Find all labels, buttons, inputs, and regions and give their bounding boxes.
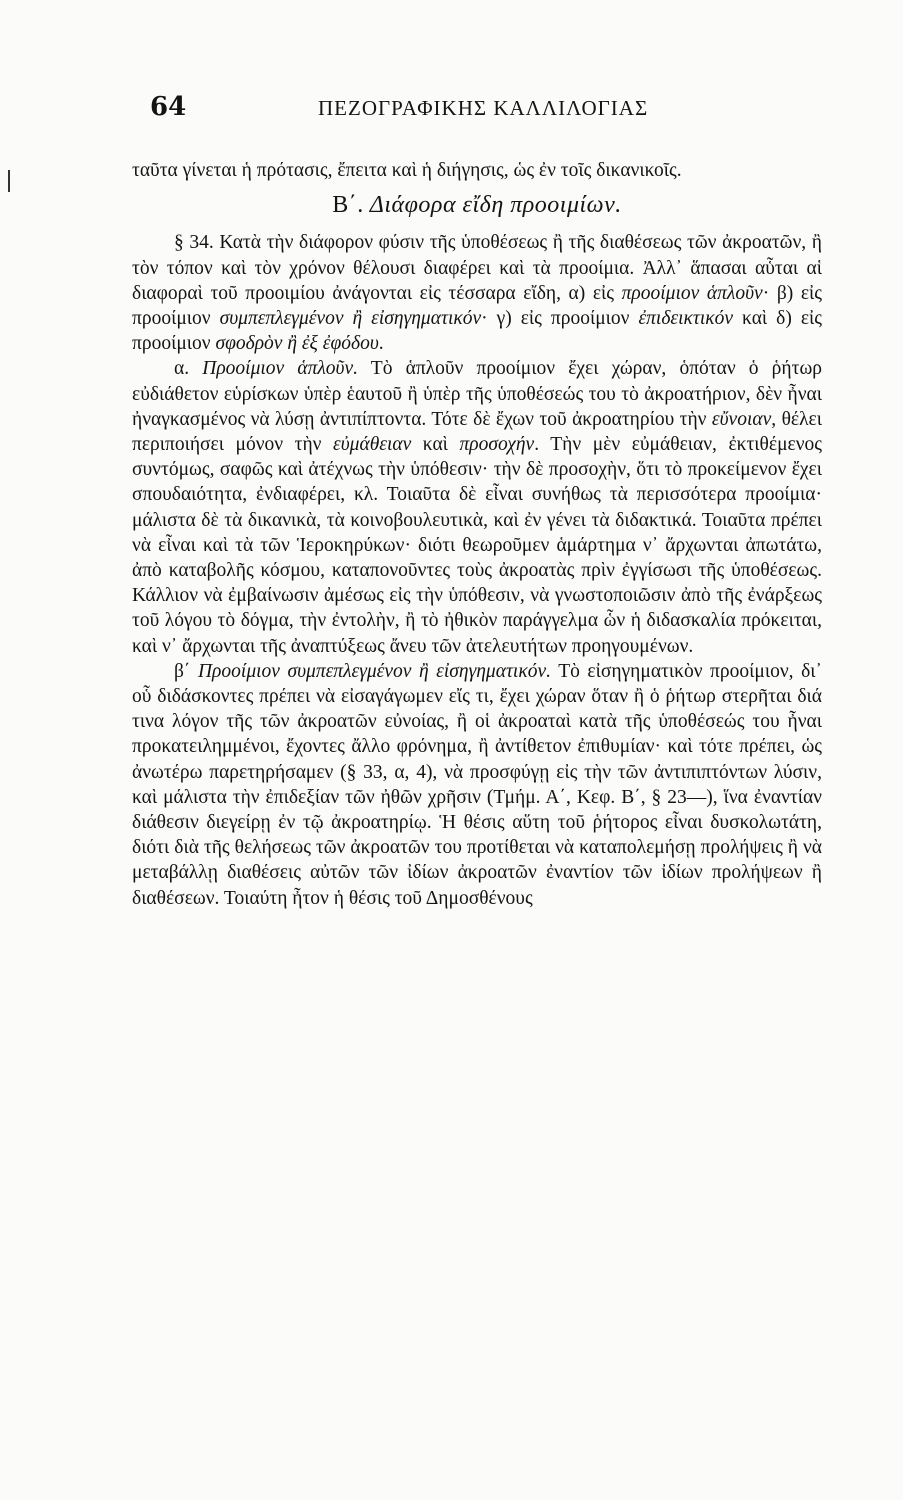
paragraph-a (132, 356, 822, 658)
paragraph-34 (132, 230, 822, 356)
page-number: 64 (150, 92, 187, 122)
body-text (132, 158, 822, 911)
paragraph-a-text-4: . Τὴν μὲν εὐμάθειαν, ἐκτιθέμενος συντόμως, σαφῶς καὶ ἀτέχνως τὴν ὑπόθεσιν· τὴν δὲ προσοχὴν, ὅτι τὸ προκείμενον ἔχει σπουδαιότητα, ἐνδιαφέρει, κλ. Τοιαῦτα δὲ εἶναι συνήθως τὰ περισσότερα προοίμια· μάλιστα δὲ τὰ δικανικὰ, τὰ κοινοβουλευτικὰ, καὶ ἐν γένει τὰ διδακτικά. Τοιαῦτα πρέπει νὰ εἶναι καὶ τὰ τῶν Ἱεροκηρύκων· διότι θεωροῦμεν ἁμάρτημα ν᾽ ἄρχωνται ἀπωτάτω, ἀπὸ καταβολῆς κόσμου, καταπονοῦντες τοὺς ἀκροατὰς πρὶν ἐγγίσωσι τῆς ὑποθέσεως. Κάλλιον νὰ ἐμβαίνωσιν ἀμέσως εἰς τὴν ὑπόθεσιν, νὰ γνωστοποιῶσιν ἀπὸ τῆς ἐνάρξεως τοῦ λόγου τὸ δόγμα, τὴν ἐντολὴν, ἢ τὸ ἠθικὸν παράγγελμα ὧν ἡ διδασκαλία πρόκειται, καὶ ν᾽ ἄρχωνται τῆς ἀναπτύξεως ἄνευ τῶν ἀτελευτήτων προηγουμένων. (132, 434, 823, 657)
term-complex-prooemium: συμπεπλεγμένον ἢ εἰσηγηματικόν (219, 308, 482, 330)
paragraph-a-term: Προοίμιον ἁπλοῦν. (202, 358, 359, 380)
section-number: Β΄. (332, 192, 364, 219)
term-eunoia: εὔνοιαν (711, 408, 772, 430)
term-epideictic-prooemium: ἐπιδεικτικόν (638, 308, 734, 330)
term-vehement-prooemium: σφοδρὸν ἢ ἐξ ἐφόδου (215, 333, 379, 355)
section-title: Διάφορα εἴδη προοιμίων. (369, 192, 622, 219)
paragraph-b-text: Τὸ εἰσηγηματικὸν προοίμιον, δι᾽ οὗ διδάσκοντες πρέπει νὰ εἰσαγάγωμεν εἴς τι, ἔχει χώραν ὅταν ἢ ὁ ῥήτωρ στερῆται διά τινα λόγον τῆς τῶν ἀκροατῶν εὐνοίας, ἢ οἱ ἀκροαταὶ κατὰ τῆς ὑποθέσεώς του ἦναι προκατειλημμένοι, ἔχοντες ἄλλο φρόνημα, ἢ ἀντίθετον ἐπιθυμίαν· καὶ τότε πρέπει, ὡς ἀνωτέρω παρετηρήσαμεν (§ 33, α, 4), νὰ προσφύγῃ εἰς τὴν τῶν ἀντιπιπτόντων λύσιν, καὶ μάλιστα τὴν ἐπιδεξίαν τῶν ἠθῶν χρῆσιν (Τμήμ. Α΄, Κεφ. Β΄, § 23—), ἵνα ἐναντίαν διάθεσιν διεγείρῃ ἐν τῷ ἀκροατηρίῳ. Ἡ θέσις αὕτη τοῦ ῥήτορος εἶναι δυσκολωτάτη, διότι διὰ τῆς θελήσεως τῶν ἀκροατῶν του προτίθεται νὰ καταπολεμήσῃ προλήψεις ἢ νὰ μεταβάλλῃ διαθέσεις αὐτῶν τῶν ἰδίων ἀκροατῶν ἐναντίον τῶν ἰδίων προλήψεων ἢ διαθέσεων. Τοιαύτη ἦτον ἡ θέσις τοῦ Δημοσθένους (132, 660, 822, 909)
term-simple-prooemium: προοίμιον ἁπλοῦν (621, 282, 763, 304)
opening-paragraph: ταῦτα γίνεται ἡ πρότασις, ἔπειτα καὶ ἡ διήγησις, ὡς ἐν τοῖς δικανικοῖς. (132, 160, 682, 181)
scan-edge-mark (8, 170, 10, 192)
paragraph-b-label: β΄ (174, 660, 191, 682)
paragraph-b-term: Προοίμιον συμπεπλεγμένον ἢ εἰσηγηματικόν. (197, 660, 551, 682)
paragraph-a-label: α. (174, 358, 190, 380)
paragraph-a-text-2: , θέλει περιποιήσει μόνον τὴν (132, 408, 822, 456)
paragraph-34-end: . (378, 333, 384, 355)
page-header (150, 92, 830, 132)
term-prosoche: προσοχήν (459, 434, 535, 456)
section-heading (132, 193, 822, 218)
paragraph-a-text-3: καὶ (411, 434, 460, 456)
paragraph-34-mid-d: καὶ δ) εἰς προοίμιον (132, 308, 822, 355)
paragraph-34-mid-b: · β) εἰς προοίμιον (132, 282, 822, 330)
paragraph-a-text-1: Τὸ ἁπλοῦν προοίμιον ἔχει χώραν, ὁπόταν ὁ ῥήτωρ εὐδιάθετον εὑρίσκων ὑπὲρ ἑαυτοῦ ἢ ὑπὲρ τῆς ὑποθέσεώς του τὸ ἀκροατήριον, δὲν ἦναι ἠναγκασμένος νὰ λύσῃ ἀντιπίπτοντα. Τότε δὲ ἔχων τοῦ ἀκροατηρίου τὴν (132, 358, 823, 430)
term-eumatheia: εὐμάθειαν (333, 434, 412, 456)
paragraph-b (132, 659, 822, 911)
running-title: ΠΕΖΟΓΡΑΦΙΚΗΣ ΚΑΛΛΙΛΟΓΙΑΣ (318, 96, 649, 120)
paragraph-34-lead: § 34. Κατὰ τὴν διάφορον φύσιν τῆς ὑποθέσεως ἢ τῆς διαθέσεως τῶν ἀκροατῶν, ἢ τὸν τόπον καὶ τὸν χρόνον θέλουσι διαφέρει καὶ τὰ προοίμια. Ἀλλ᾽ ἅπασαι αὗται αἱ διαφοραὶ τοῦ προοιμίου ἀνάγονται εἰς τέσσαρα εἴδη, α) εἰς (132, 232, 822, 304)
paragraph-34-mid-c: · γ) εἰς προοίμιον (481, 308, 639, 330)
